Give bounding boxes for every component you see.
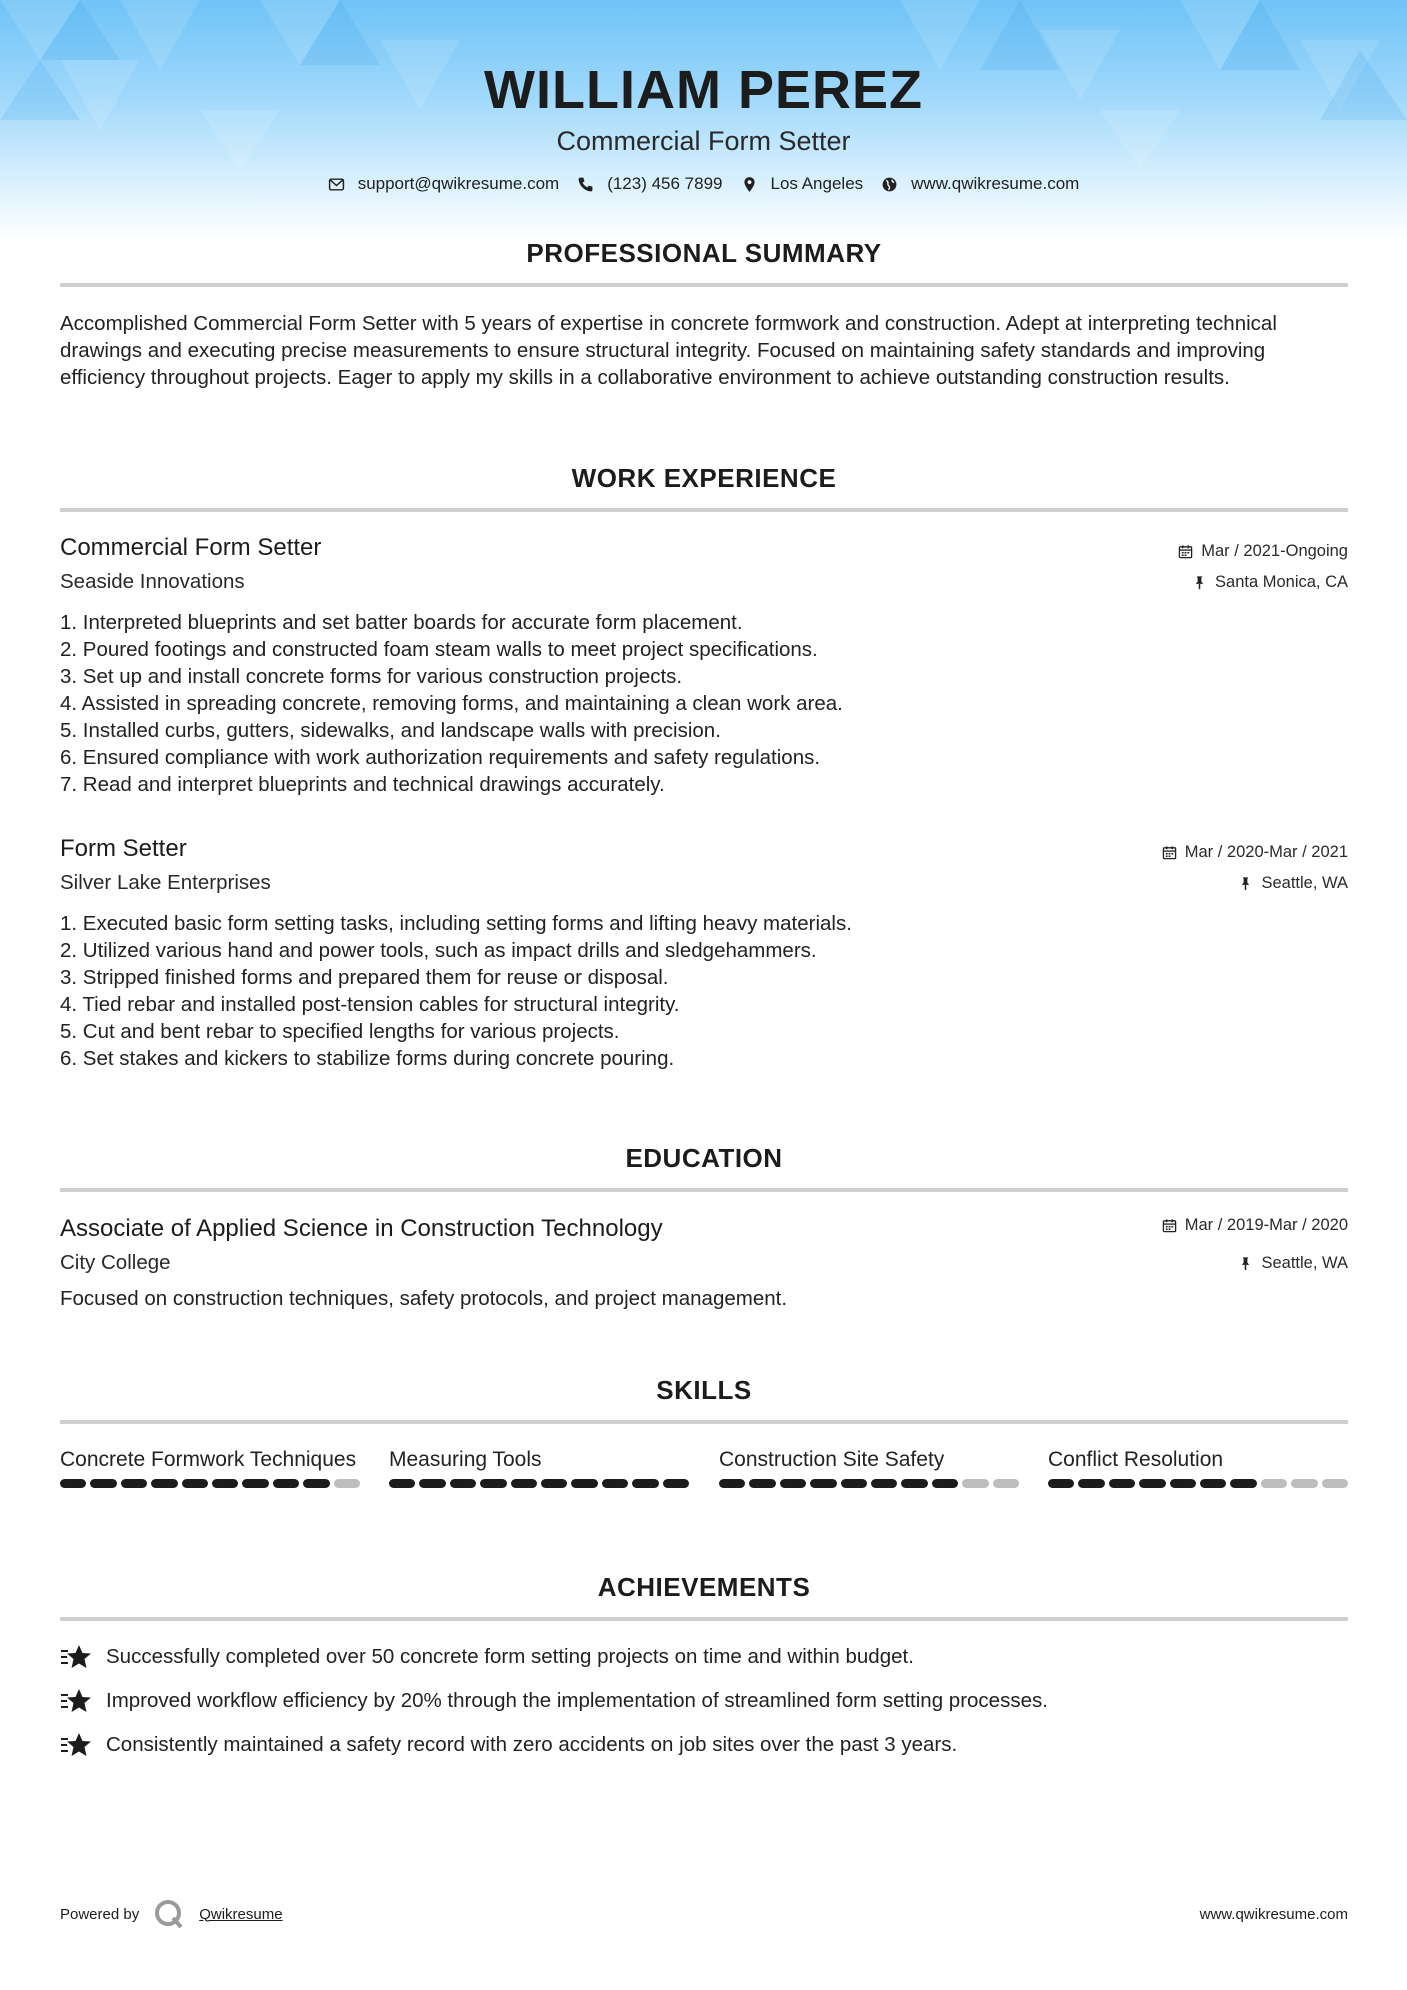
- job-company: Silver Lake Enterprises: [60, 871, 271, 894]
- job-entry-1: [60, 533, 1348, 798]
- pushpin-icon: [1238, 876, 1253, 891]
- pushpin-icon: [1238, 1256, 1253, 1271]
- job-company: Seaside Innovations: [60, 570, 245, 593]
- website-text: www.qwikresume.com: [911, 174, 1080, 193]
- list-item: 4. Assisted in spreading concrete, removing forms, and maintaining a clean work area.: [60, 692, 843, 715]
- skill-name: Conflict Resolution: [1048, 1448, 1224, 1471]
- skill-name: Construction Site Safety: [719, 1448, 945, 1471]
- degree-title: Associate of Applied Science in Construction Technology: [60, 1215, 663, 1242]
- skill-level-filled: [810, 1479, 836, 1488]
- job-title: Commercial Form Setter: [60, 534, 322, 561]
- job-dates: [1162, 843, 1348, 862]
- education-heading: EDUCATION: [625, 1143, 783, 1173]
- pushpin-icon: [1192, 575, 1207, 590]
- skill-level-filled: [60, 1479, 86, 1488]
- skill-level-filled: [571, 1479, 597, 1488]
- skill-level-filled: [1048, 1479, 1074, 1488]
- globe-icon: [881, 176, 898, 193]
- calendar-icon: [1162, 845, 1177, 860]
- list-item: 5. Installed curbs, gutters, sidewalks, and landscape walls with precision.: [60, 719, 721, 742]
- contact-location: [741, 174, 864, 194]
- education-dates-text: Mar / 2019-Mar / 2020: [1184, 1216, 1348, 1234]
- education-entry: [60, 1214, 1348, 1312]
- envelope-icon: [328, 176, 345, 193]
- list-item: 1. Interpreted blueprints and set batter boards for accurate form placement.: [60, 611, 743, 634]
- skill-level-filled: [749, 1479, 775, 1488]
- skill-level-filled: [151, 1479, 177, 1488]
- list-item: 6. Set stakes and kickers to stabilize forms during concrete pouring.: [60, 1047, 675, 1070]
- skill-level-filled: [871, 1479, 897, 1488]
- star-icon: [60, 1643, 92, 1671]
- contact-website[interactable]: [881, 174, 1079, 194]
- calendar-icon: [1162, 1218, 1177, 1233]
- footer-powered-by: [60, 1898, 283, 1930]
- candidate-name: WILLIAM PEREZ: [484, 60, 923, 120]
- skill-item: [389, 1446, 689, 1488]
- contact-email[interactable]: [328, 174, 560, 194]
- qwikresume-logo-icon: [153, 1898, 185, 1930]
- skill-level-filled: [121, 1479, 147, 1488]
- achievement-item: [60, 1731, 957, 1759]
- achievement-text: Consistently maintained a safety record with zero accidents on job sites over the past 3 years.: [106, 1733, 958, 1756]
- job-entry-2: [60, 834, 1348, 1072]
- list-item: 3. Stripped finished forms and prepared them for reuse or disposal.: [60, 966, 669, 989]
- footer: [60, 1898, 1348, 1930]
- job-dates-text: Mar / 2020-Mar / 2021: [1184, 843, 1348, 861]
- contact-bar: [0, 174, 1407, 194]
- map-pin-icon: [741, 176, 758, 193]
- skill-level-empty: [962, 1479, 988, 1488]
- list-item: 2. Utilized various hand and power tools, such as impact drills and sledgehammers.: [60, 939, 817, 962]
- job-bullets: [60, 910, 1348, 1072]
- skill-item: [719, 1446, 1019, 1488]
- skill-level-filled: [273, 1479, 299, 1488]
- skills-heading: SKILLS: [656, 1375, 752, 1405]
- job-location: [1192, 573, 1348, 592]
- experience-heading: WORK EXPERIENCE: [571, 463, 837, 493]
- achievements-divider: [60, 1617, 1348, 1621]
- star-icon: [60, 1731, 92, 1759]
- summary-text: Accomplished Commercial Form Setter with 5 years of expertise in concrete formwork and construction. Adept at interpreting technical drawings and executing precise measurements to ensure structural integrity. Focused on maintaining safety standards and improving efficiency throughout projects. Eager to apply my skills in a collaborative environment to achieve outstanding construction results.: [60, 312, 1277, 389]
- skill-level-empty: [993, 1479, 1019, 1488]
- list-item: 3. Set up and install concrete forms for various construction projects.: [60, 665, 683, 688]
- email-text: support@qwikresume.com: [357, 174, 560, 193]
- skill-level-filled: [419, 1479, 445, 1488]
- list-item: 7. Read and interpret blueprints and technical drawings accurately.: [60, 773, 665, 796]
- skill-level-filled: [389, 1479, 415, 1488]
- skill-level-filled: [1078, 1479, 1104, 1488]
- experience-divider: [60, 508, 1348, 512]
- skill-level-filled: [1170, 1479, 1196, 1488]
- phone-text: (123) 456 7899: [607, 174, 723, 193]
- skill-name: Measuring Tools: [389, 1448, 542, 1471]
- job-location-text: Santa Monica, CA: [1215, 573, 1348, 591]
- contact-phone[interactable]: [577, 174, 722, 194]
- skill-level-filled: [602, 1479, 628, 1488]
- summary-divider: [60, 283, 1348, 287]
- skill-level-filled: [511, 1479, 537, 1488]
- job-bullets: [60, 609, 1348, 798]
- skill-level-filled: [780, 1479, 806, 1488]
- list-item: 5. Cut and bent rebar to specified lengths for various projects.: [60, 1020, 620, 1043]
- achievement-item: [60, 1687, 1048, 1715]
- footer-website[interactable]: www.qwikresume.com: [1199, 1905, 1348, 1923]
- skill-level-filled: [480, 1479, 506, 1488]
- skill-level-filled: [90, 1479, 116, 1488]
- list-item: 1. Executed basic form setting tasks, including setting forms and lifting heavy materials.: [60, 912, 852, 935]
- resume-header: [0, 58, 1407, 194]
- skill-meter: [60, 1479, 360, 1488]
- list-item: 6. Ensured compliance with work authorization requirements and safety regulations.: [60, 746, 821, 769]
- skill-item: [60, 1446, 360, 1488]
- achievement-text: Successfully completed over 50 concrete form setting projects on time and within budget.: [106, 1645, 914, 1668]
- skill-level-filled: [932, 1479, 958, 1488]
- skill-item: [1048, 1446, 1348, 1488]
- skill-level-empty: [1291, 1479, 1317, 1488]
- skill-level-filled: [841, 1479, 867, 1488]
- skill-level-filled: [632, 1479, 658, 1488]
- skill-level-filled: [1139, 1479, 1165, 1488]
- skill-level-filled: [212, 1479, 238, 1488]
- education-divider: [60, 1188, 1348, 1192]
- location-text: Los Angeles: [770, 174, 864, 193]
- skill-level-empty: [334, 1479, 360, 1488]
- list-item: 2. Poured footings and constructed foam steam walls to meet project specifications.: [60, 638, 818, 661]
- skill-meter: [1048, 1479, 1348, 1488]
- skill-name: Concrete Formwork Techniques: [60, 1448, 357, 1471]
- summary-heading: PROFESSIONAL SUMMARY: [526, 238, 882, 268]
- education-location-text: Seattle, WA: [1261, 1254, 1348, 1272]
- education-description: Focused on construction techniques, safety protocols, and project management.: [60, 1287, 788, 1310]
- achievement-text: Improved workflow efficiency by 20% through the implementation of streamlined form setting processes.: [106, 1689, 1048, 1712]
- achievements-heading: ACHIEVEMENTS: [597, 1572, 811, 1602]
- skill-level-filled: [1200, 1479, 1226, 1488]
- skill-level-filled: [450, 1479, 476, 1488]
- candidate-role: Commercial Form Setter: [556, 126, 851, 156]
- skill-level-filled: [663, 1479, 689, 1488]
- skill-meter: [389, 1479, 689, 1488]
- education-location: [1238, 1254, 1348, 1273]
- skill-level-filled: [901, 1479, 927, 1488]
- job-dates-text: Mar / 2021-Ongoing: [1201, 542, 1348, 560]
- skill-level-empty: [1322, 1479, 1348, 1488]
- phone-icon: [577, 176, 594, 193]
- calendar-icon: [1178, 544, 1193, 559]
- skill-level-filled: [242, 1479, 268, 1488]
- star-icon: [60, 1687, 92, 1715]
- achievement-item: [60, 1643, 914, 1671]
- skill-level-filled: [1109, 1479, 1135, 1488]
- job-title: Form Setter: [60, 835, 187, 862]
- job-location: [1238, 874, 1348, 893]
- job-dates: [1178, 542, 1348, 561]
- list-item: 4. Tied rebar and installed post-tension cables for structural integrity.: [60, 993, 680, 1016]
- school-name: City College: [60, 1251, 171, 1274]
- skill-level-filled: [182, 1479, 208, 1488]
- skill-level-empty: [1261, 1479, 1287, 1488]
- brand-link[interactable]: Qwikresume: [199, 1905, 283, 1923]
- powered-by-label: Powered by: [60, 1905, 140, 1923]
- skill-level-filled: [1230, 1479, 1256, 1488]
- skill-level-filled: [303, 1479, 329, 1488]
- job-location-text: Seattle, WA: [1261, 874, 1348, 892]
- skill-level-filled: [541, 1479, 567, 1488]
- skill-meter: [719, 1479, 1019, 1488]
- skill-level-filled: [719, 1479, 745, 1488]
- skills-divider: [60, 1420, 1348, 1424]
- education-dates: [1162, 1216, 1348, 1235]
